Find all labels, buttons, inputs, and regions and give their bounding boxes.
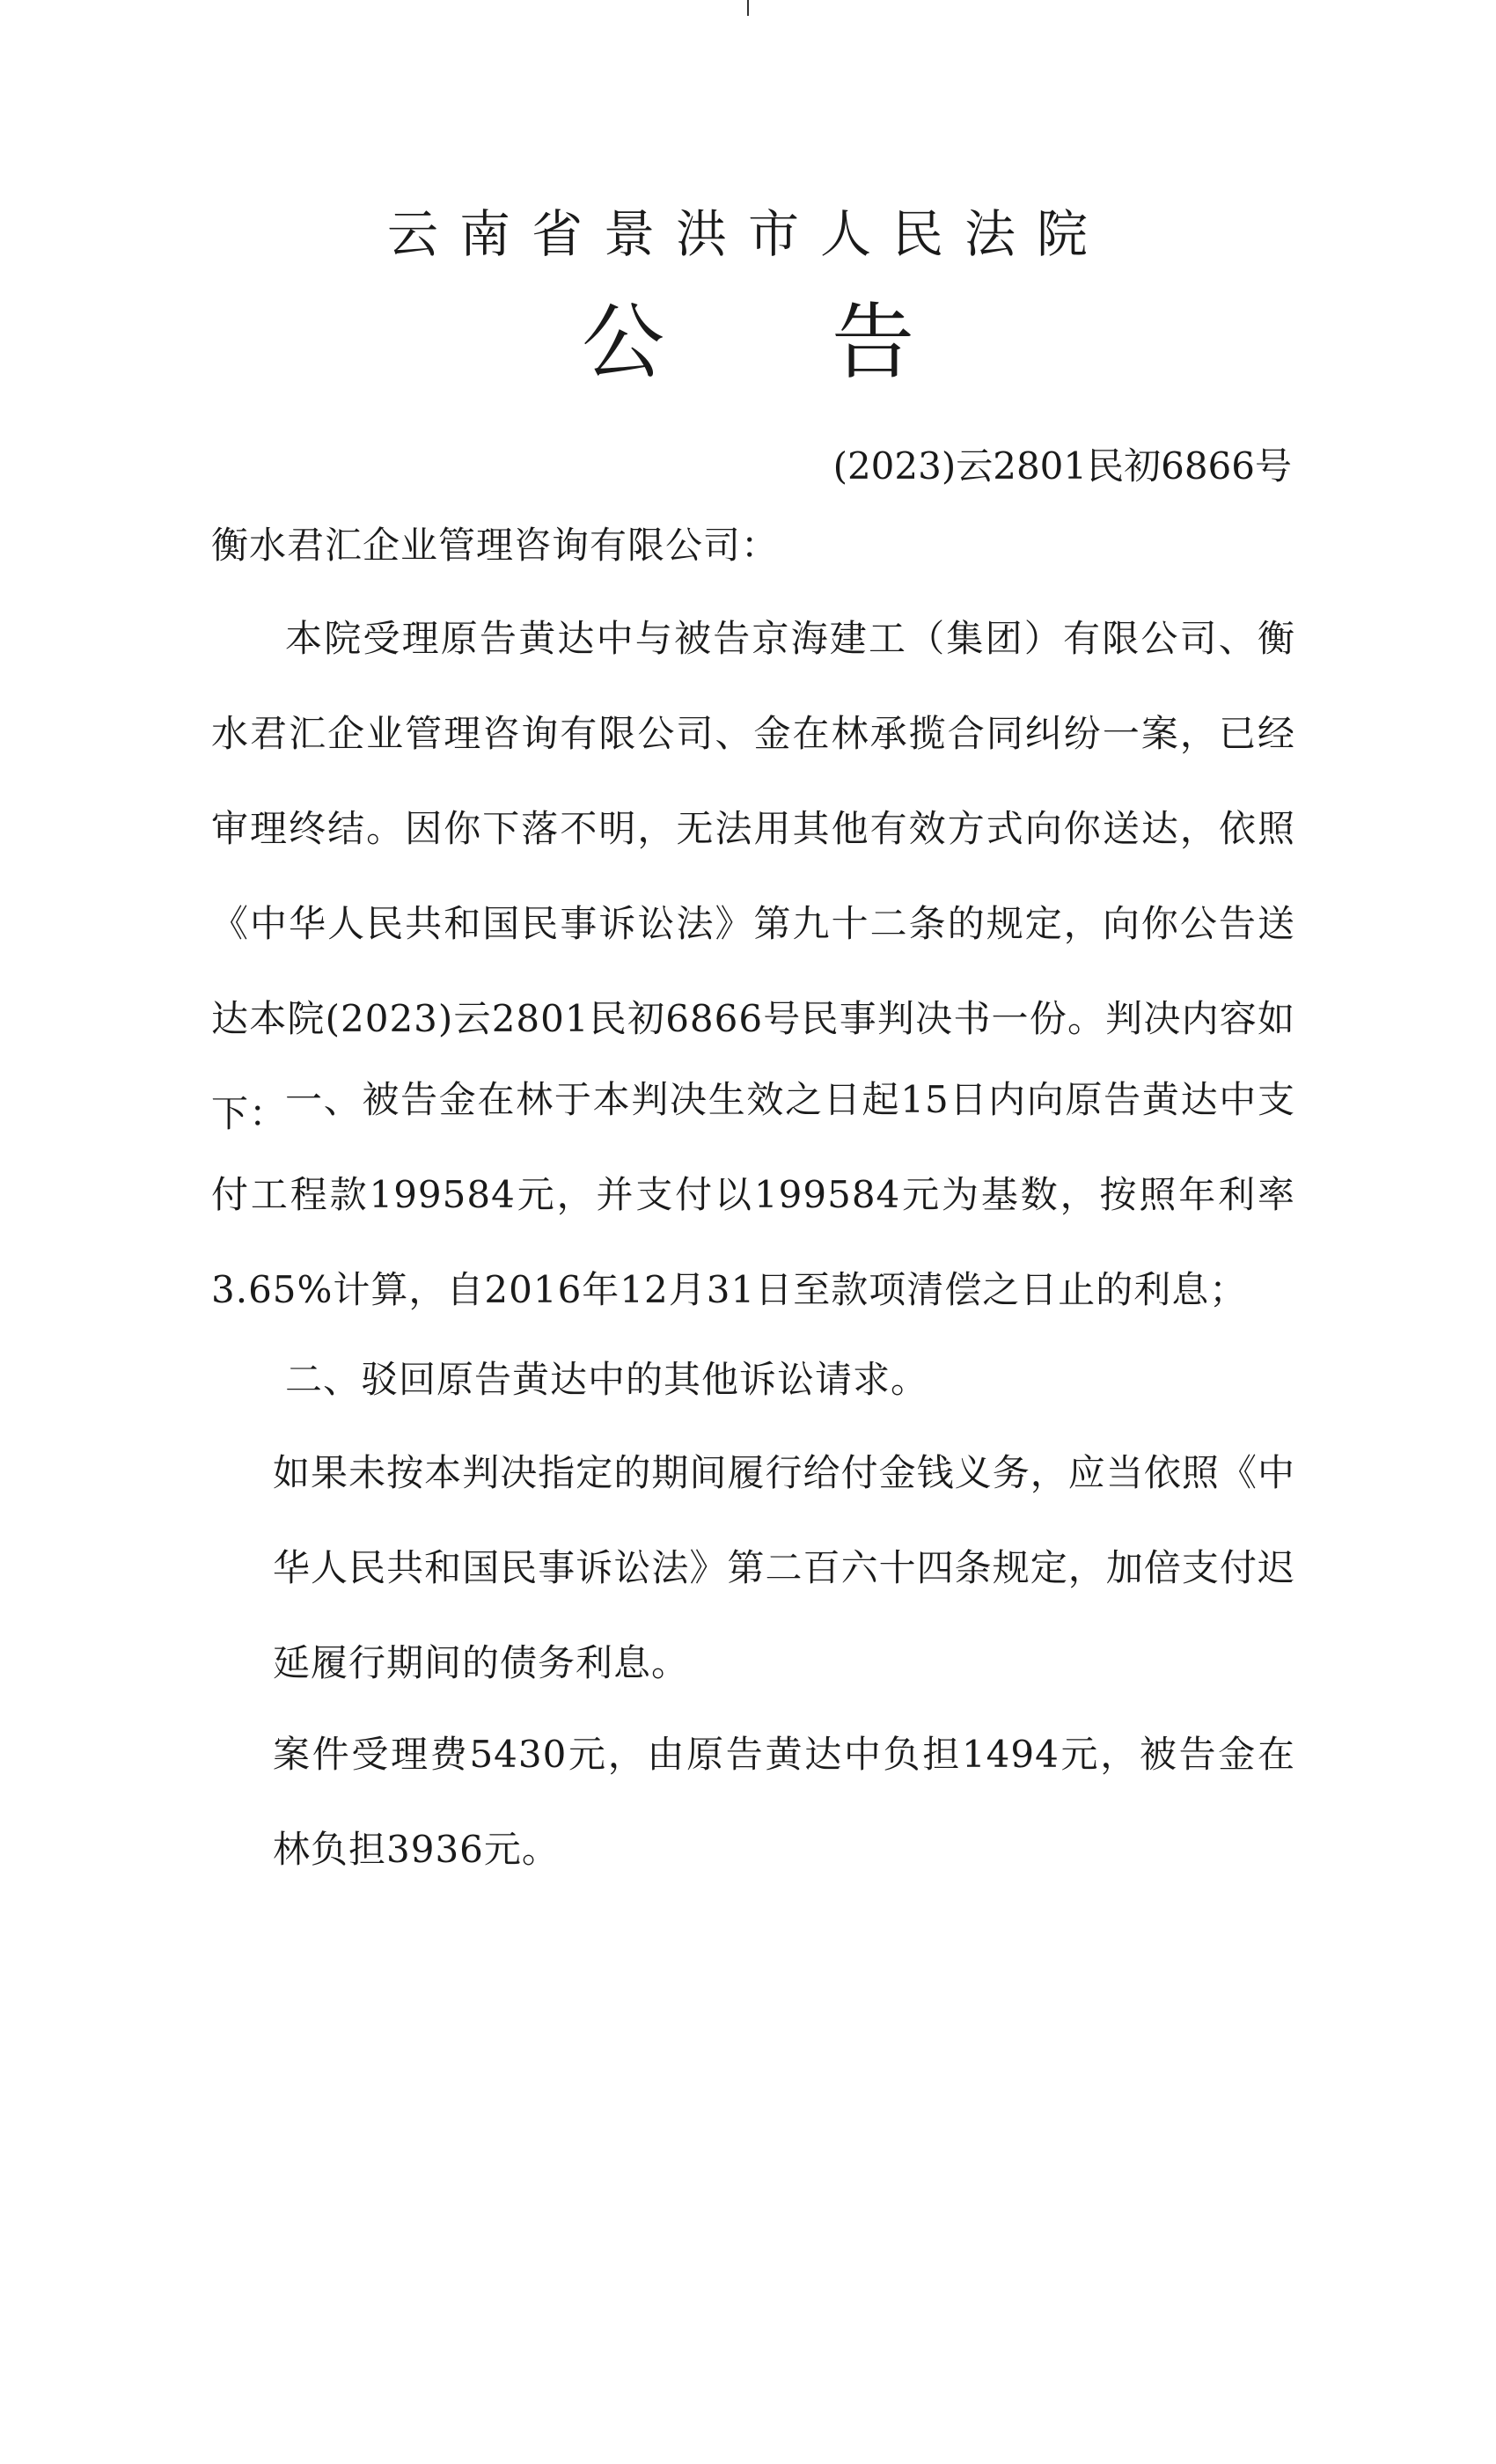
judgment-item-1: 一、被告金在林于本判决生效之日起15日内向原告黄达中支付工程款199584元，并支付以199584元为基数，按照年利率3.65%计算，自2016年12月31日至款项清偿之日止的利息； xyxy=(211,1078,1295,1311)
page-title: 公告 xyxy=(581,295,1082,391)
legal-notice-paragraph: 如果未按本判决指定的期间履行给付金钱义务，应当依照《中华人民共和国民事诉讼法》第二百六十四条规定，加倍支付迟延履行期间的债务利息。 xyxy=(273,1451,1295,1684)
judgment-item-2: 二、驳回原告黄达中的其他诉讼请求。 xyxy=(285,1358,929,1401)
case-number: (2023)云2801民初6866号 xyxy=(832,444,1292,488)
intro-paragraph: 本院受理原告黄达中与被告京海建工（集团）有限公司、衡水君汇企业管理咨询有限公司、金在林承揽合同纠纷一案，已经审理终结。因你下落不明，无法用其他有效方式向你送达，依照《中华人民共和国民事诉讼法》第九十二条的规定，向你公告送达本院(2023)云2801民初6866号民事判决书一份。判决内容如下： xyxy=(211,617,1295,1135)
court-name: 云南省景洪市人民法院 xyxy=(386,204,1109,264)
addressee: 衡水君汇企业管理咨询有限公司： xyxy=(211,524,780,567)
fee-paragraph: 案件受理费5430元，由原告黄达中负担1494元，被告金在林负担3936元。 xyxy=(273,1733,1295,1871)
top-tick-mark xyxy=(747,0,749,16)
